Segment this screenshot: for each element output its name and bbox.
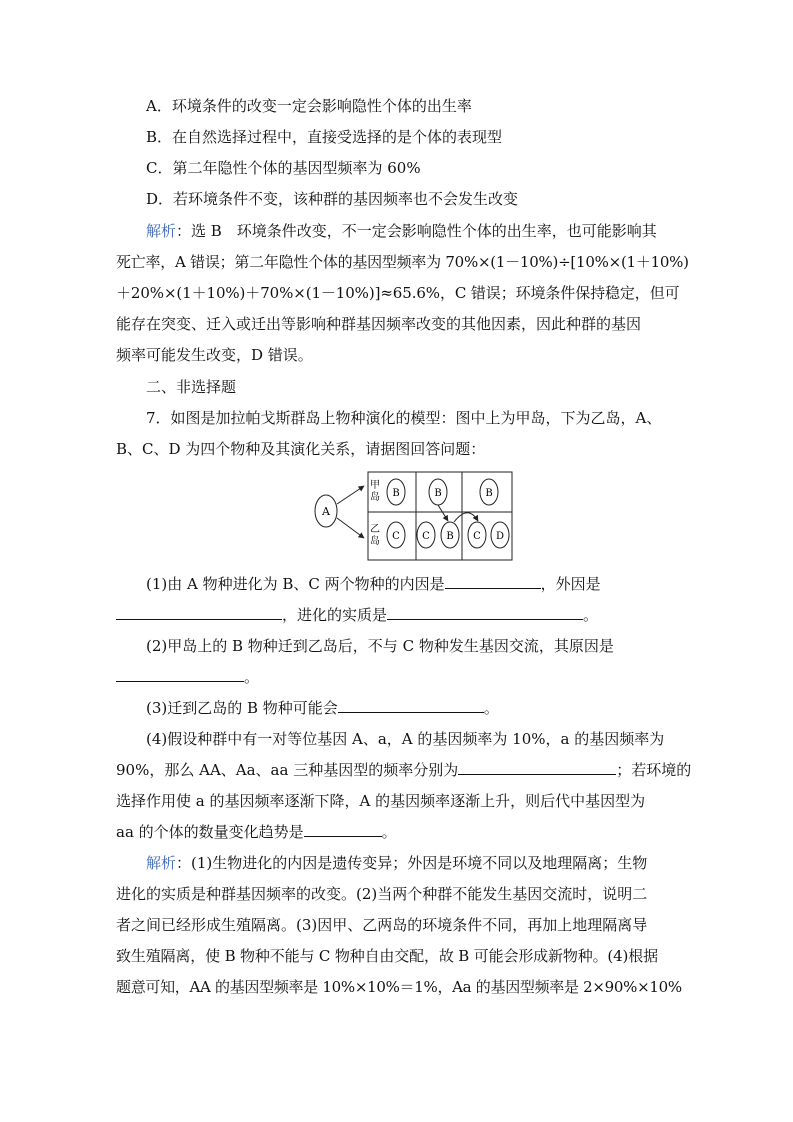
sub-question-4-line-1: (4)假设种群中有一对等位基因 A、a，A 的基因频率为 10%，a 的基因频率为 — [146, 730, 665, 748]
analysis-2-line-3: 者之间已经形成生殖隔离。(3)因甲、乙两岛的环境条件不同，再加上地理隔离导 — [116, 916, 648, 934]
bottom-species-4: C — [473, 531, 481, 542]
analysis-2-line-1: 解析：(1)生物进化的内因是遗传变异；外因是环境不同以及地理隔离；生物 — [146, 854, 648, 872]
analysis-1-line-3: ＋20%×(1＋10%)＋70%×(1－10%)]≈65.6%，C 错误；环境条件保持稳定，但可 — [116, 284, 680, 302]
analysis-1-line-5: 频率可能发生改变，D 错误。 — [116, 346, 313, 364]
island-bottom-char-1: 乙 — [370, 524, 380, 535]
sub-question-4-line-2: 90%，那么 AA、Aa、aa 三种基因型的频率分别为 ；若环境的 — [116, 761, 692, 779]
sub-question-1-line-1: (1)由 A 物种进化为 B、C 两个物种的内因是 ，外因是 — [146, 575, 601, 593]
option-b: B．在自然选择过程中，直接受选择的是个体的表现型 — [146, 128, 503, 146]
option-a: A．环境条件的改变一定会影响隐性个体的出生率 — [146, 97, 472, 115]
analysis-2-line-5: 题意可知，AA 的基因型频率是 10%×10%＝1%，Aa 的基因型频率是 2×90%×10% — [116, 978, 682, 996]
island-top-char-2: 岛 — [370, 492, 380, 503]
sub-question-4-line-3: 选择作用使 a 的基因频率逐渐下降，A 的基因频率逐渐上升，则后代中基因型为 — [116, 792, 646, 810]
answer-blank-5[interactable] — [338, 698, 484, 713]
top-species-2: B — [434, 488, 442, 499]
question-7-line-1: 7．如图是加拉帕戈斯群岛上物种演化的模型：图中上为甲岛，下为乙岛，A、 — [146, 409, 662, 427]
answer-blank-7[interactable] — [304, 822, 382, 837]
sub-question-4-line-4: aa 的个体的数量变化趋势是 。 — [116, 823, 397, 841]
top-species-3: B — [485, 488, 493, 499]
option-c: C．第二年隐性个体的基因型频率为 60% — [146, 159, 421, 177]
top-species-1: B — [392, 488, 400, 499]
section-title: 二、非选择题 — [146, 378, 237, 396]
analysis-label: 解析 — [146, 222, 177, 240]
arrow-a-to-top — [337, 486, 364, 504]
answer-blank-3[interactable] — [387, 605, 583, 620]
question-7-line-2: B、C、D 为四个物种及其演化关系，请据图回答问题： — [116, 440, 486, 458]
bottom-species-1: C — [392, 531, 400, 542]
arrow-a-to-bottom — [337, 518, 364, 538]
analysis-1-line-1: 解析：选 B 环境条件改变，不一定会影响隐性个体的出生率，也可能影响其 — [146, 222, 657, 240]
bottom-species-2: C — [422, 531, 430, 542]
analysis-2-line-2: 进化的实质是种群基因频率的改变。(2)当两个种群不能发生基因交流时，说明二 — [116, 885, 648, 903]
option-d: D．若环境条件不变，该种群的基因频率也不会发生改变 — [146, 190, 519, 208]
analysis-1-line-4: 能存在突变、迁入或迁出等影响种群基因频率改变的其他因素，因此种群的基因 — [116, 315, 642, 333]
bottom-species-5: D — [495, 531, 505, 542]
island-bottom-char-2: 岛 — [370, 536, 380, 547]
answer-blank-2[interactable] — [116, 605, 282, 620]
species-a-label: A — [322, 505, 330, 518]
analysis-2-line-4: 致生殖隔离，使 B 物种不能与 C 物种自由交配，故 B 可能会形成新物种。(4)根据 — [116, 947, 658, 965]
analysis-2-label: 解析 — [146, 854, 177, 872]
sub-question-2-line-2: 。 — [116, 667, 682, 687]
migration-arrow-curve — [454, 513, 478, 522]
analysis-1-line-2: 死亡率，A 错误；第二年隐性个体的基因型频率为 70%×(1－10%)÷[10%×(1＋10%) — [116, 253, 689, 271]
sub-question-1-line-2: ，进化的实质是 。 — [116, 605, 682, 625]
answer-blank-1[interactable] — [445, 574, 541, 589]
migration-arrow-down — [438, 505, 448, 521]
answer-blank-6[interactable] — [458, 760, 616, 775]
answer-blank-4[interactable] — [116, 667, 244, 682]
sub-question-2-line-1: (2)甲岛上的 B 物种迁到乙岛后，不与 C 物种发生基因交流，其原因是 — [146, 637, 614, 655]
island-grid — [368, 472, 512, 560]
island-top-char-1: 甲 — [370, 480, 380, 491]
island-evolution-diagram — [312, 470, 514, 562]
sub-question-3: (3)迁到乙岛的 B 物种可能会 。 — [146, 699, 499, 717]
bottom-species-3: B — [446, 531, 454, 542]
